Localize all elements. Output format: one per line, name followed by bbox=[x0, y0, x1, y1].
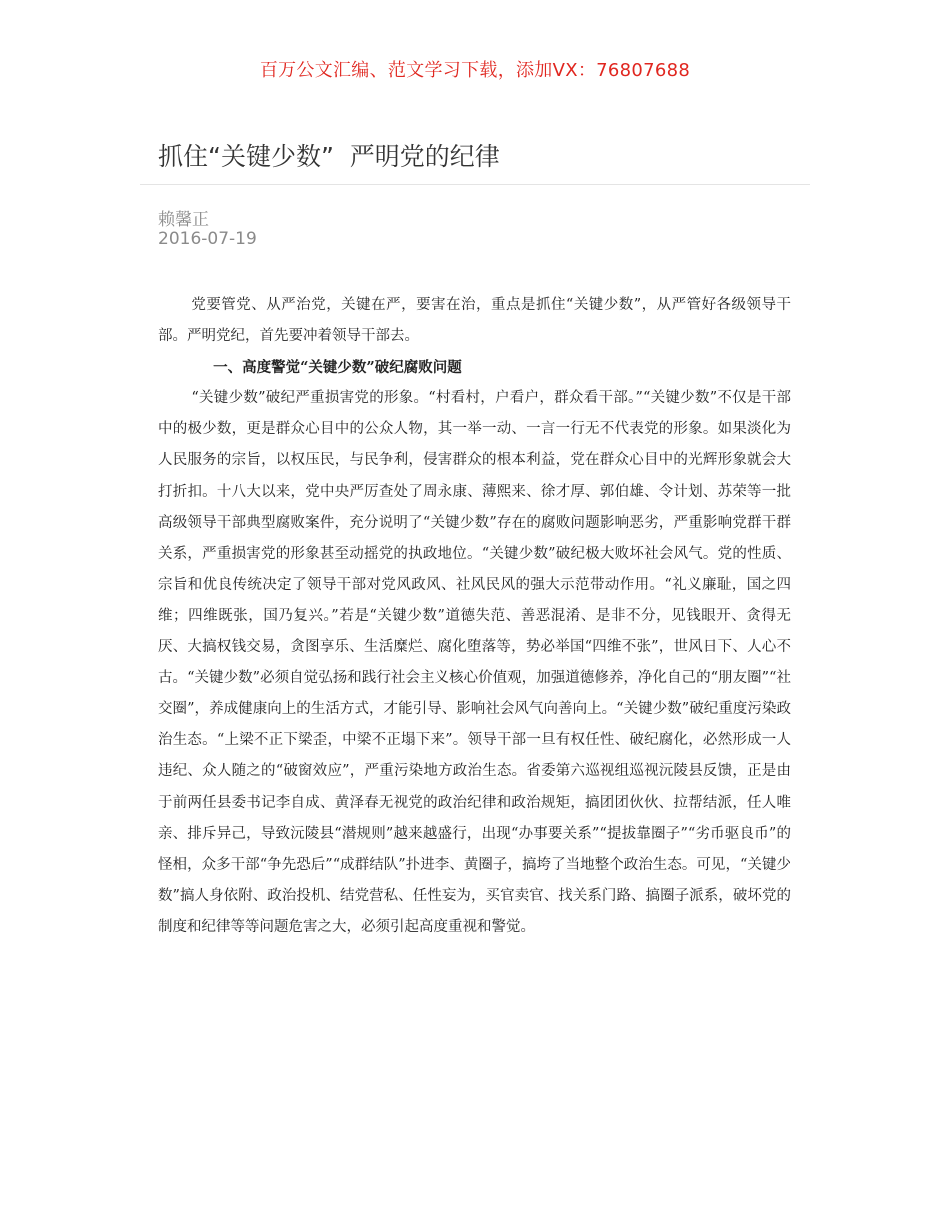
article-body bbox=[158, 290, 791, 943]
article-title: 抓住“关键少数” 严明党的纪律 bbox=[158, 142, 500, 171]
article-date: 2016-07-19 bbox=[158, 229, 257, 249]
intro-paragraph: 党要管党、从严治党，关键在严，要害在治，重点是抓住“关键少数”，从严管好各级领导干部。严明党纪，首先要冲着领导干部去。 bbox=[158, 297, 791, 345]
title-divider bbox=[140, 184, 810, 185]
download-banner: 百万公文汇编、范文学习下载，添加VX：76807688 bbox=[259, 60, 691, 81]
section-paragraph: “关键少数”破纪严重损害党的形象。“村看村，户看户，群众看干部。”“关键少数”不仅是干部中的极少数，更是群众心目中的公众人物，其一举一动、一言一行无不代表党的形象。如果淡化为人民服务的宗旨，以权压民，与民争利，侵害群众的根本利益，党在群众心目中的光辉形象就会大打折扣。十八大以来，党中央严厉查处了周永康、薄熙来、徐才厚、郭伯雄、令计划、苏荣等一批高级领导干部典型腐败案件，充分说明了“关键少数”存在的腐败问题影响恶劣，严重影响党群干群关系，严重损害党的形象甚至动摇党的执政地位。“关键少数”破纪极大败坏社会风气。党的性质、宗旨和优良传统决定了领导干部对党风政风、社风民风的强大示范带动作用。“礼义廉耻，国之四维；四维既张，国乃复兴。”若是“关键少数”道德失范、善恶混淆、是非不分，见钱眼开、贪得无厌、大搞权钱交易，贪图享乐、生活糜烂、腐化堕落等，势必举国“四维不张”，世风日下、人心不古。“关键少数”必须自觉弘扬和践行社会主义核心价值观，加强道德修养，净化自己的“朋友圈”“社交圈”，养成健康向上的生活方式，才能引导、影响社会风气向善向上。“关键少数”破纪重度污染政治生态。“上梁不正下梁歪，中梁不正塌下来”。领导干部一旦有权任性、破纪腐化，必然形成一人违纪、众人随之的“破窗效应”，严重污染地方政治生态。省委第六巡视组巡视沅陵县反馈，正是由于前两任县委书记李自成、黄泽春无视党的政治纪律和政治规矩，搞团团伙伙、拉帮结派，任人唯亲、排斥异己，导致沅陵县“潜规则”越来越盛行，出现“办事要关系”“提拔靠圈子”“劣币驱良币”的怪相，众多干部“争先恐后”“成群结队”扑进李、黄圈子，搞垮了当地整个政治生态。可见，“关键少数”搞人身依附、政治投机、结党营私、任性妄为，买官卖官、找关系门路、搞圈子派系，破坏党的制度和纪律等等问题危害之大，必须引起高度重视和警觉。 bbox=[158, 390, 791, 935]
section-heading: 一、高度警觉“关键少数”破纪腐败问题 bbox=[213, 359, 462, 377]
article-author: 赖馨正 bbox=[158, 210, 209, 230]
